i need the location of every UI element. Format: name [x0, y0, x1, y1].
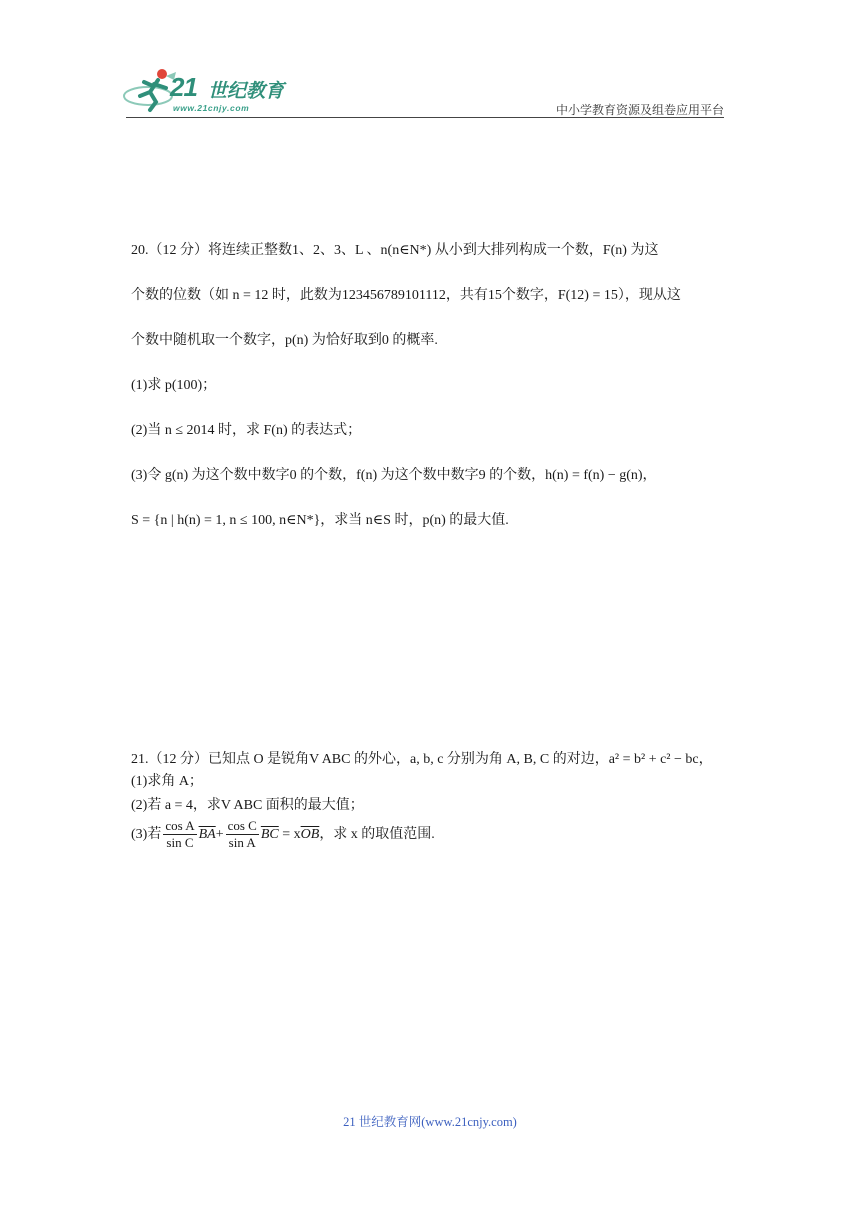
- fraction-cosC-sinA: $\frac{\text{cos C}}{\text{sin A}}$: [227, 818, 257, 851]
- logo-url: www.21cnjy.com: [173, 103, 250, 113]
- footer-link[interactable]: 21 世纪教育网(www.21cnjy.com): [343, 1115, 517, 1129]
- q21-part-3-suffix: ，求 x 的取值范围.: [319, 827, 435, 842]
- header-tagline: 中小学教育资源及组卷应用平台: [555, 103, 724, 117]
- q20-set-definition: S = {n | h(n) = 1, n ≤ 100, n∈N*}，求当 n∈S 时，p(n) 的最大值.: [131, 513, 509, 528]
- q21-line-1: 21.（12 分）已知点 O 是锐角V ABC 的外心，a, b, c 分别为角 A, B, C 的对边，a² = b² + c² − bc，: [131, 752, 713, 767]
- fraction-cosA-sinC: $\frac{\text{cos A}}{\text{sin C}}$: [165, 818, 195, 851]
- q21-part-2: (2)若 a = 4，求V ABC 面积的最大值；: [131, 798, 364, 813]
- plus-sign: +: [215, 827, 224, 842]
- q20-line-1: 20.（12 分）将连续正整数1、2、3、L 、n(n∈N*) 从小到大排列构成一个数，F(n) 为这: [131, 243, 659, 258]
- q21-part-1: (1)求角 A；: [131, 774, 203, 789]
- q20-line-2: 个数的位数（如 n = 12 时，此数为123456789101112，共有15个数字，F(12) = 15），现从这: [131, 288, 681, 303]
- q20-part-3: (3)令 g(n) 为这个数中数字0 的个数，f(n) 为这个数中数字9 的个数，h(n) = f(n) − g(n)，: [131, 468, 657, 483]
- header-divider: [126, 117, 724, 118]
- equals-x: = x: [278, 827, 301, 842]
- logo-number: 21: [170, 72, 197, 102]
- vector-BA: $\overline{BA}$: [198, 827, 216, 842]
- q20-line-3: 个数中随机取一个数字，p(n) 为恰好取到0 的概率.: [131, 333, 438, 348]
- vector-OB: $\overline{OB}$: [300, 827, 320, 842]
- vector-BC: $\overline{BC}$: [260, 827, 279, 842]
- q20-part-1: (1)求 p(100)；: [131, 378, 217, 393]
- q21-part-3-prefix: (3)若: [131, 827, 162, 842]
- q21-part-3: [131, 818, 435, 852]
- logo-text: 世纪教育: [208, 80, 285, 102]
- q20-part-2: (2)当 n ≤ 2014 时，求 F(n) 的表达式；: [131, 423, 362, 438]
